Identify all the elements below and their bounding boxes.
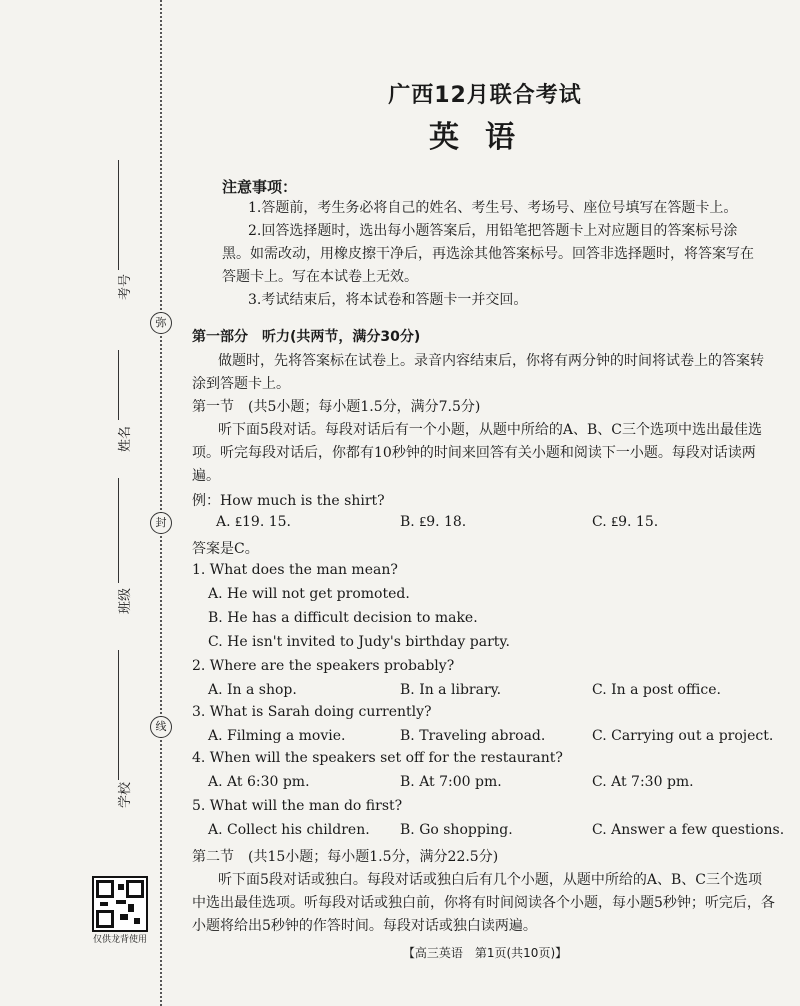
part1-heading: 第一部分 听力(共两节，满分30分) — [192, 329, 421, 345]
seal-mark-mi: 弥 — [150, 312, 172, 334]
example-question: 例：How much is the shirt? — [192, 493, 385, 509]
question-5-option: C. Answer a few questions. — [592, 822, 785, 838]
question-1-option: C. He isn't invited to Judy's birthday party. — [208, 634, 510, 650]
seal-mark-xian: 线 — [150, 716, 172, 738]
notice-line: 2.回答选择题时，选出每小题答案后，用铅笔把答题卡上对应题目的答案标号涂 — [248, 223, 738, 239]
question-3-option: C. Carrying out a project. — [592, 728, 774, 744]
question-1-option: A. He will not get promoted. — [208, 586, 410, 602]
section1-intro: 听下面5段对话。每段对话后有一个小题，从题中所给的A、B、C三个选项中选出最佳选 — [218, 422, 763, 438]
section2-intro: 中选出最佳选项。听每段对话或独白前，你将有时间阅读各个小题，每小题5秒钟；听完后，各 — [192, 895, 775, 911]
notice-line: 答题卡上。写在本试卷上无效。 — [222, 269, 418, 285]
qr-note: 仅供龙背使用 — [92, 935, 147, 945]
question-2-option: A. In a shop. — [208, 682, 297, 698]
question-2: 2. Where are the speakers probably? — [192, 658, 455, 674]
question-3-option: A. Filming a movie. — [208, 728, 346, 744]
question-1: 1. What does the man mean? — [192, 562, 398, 578]
question-3-option: B. Traveling abroad. — [400, 728, 546, 744]
section2-heading: 第二节 (共15小题；每小题1.5分，满分22.5分) — [192, 849, 499, 865]
notice-heading: 注意事项： — [222, 178, 298, 196]
page-footer: 【高三英语 第1页(共10页)】 — [402, 946, 568, 960]
seal-line — [160, 0, 162, 1006]
notice-line: 1.答题前，考生务必将自己的姓名、考生号、考场号、座位号填写在答题卡上。 — [248, 200, 738, 216]
question-4-option: B. At 7:00 pm. — [400, 774, 502, 790]
question-3: 3. What is Sarah doing currently? — [192, 704, 432, 720]
question-4-option: C. At 7:30 pm. — [592, 774, 694, 790]
example-option: C. ₤9. 15. — [592, 514, 659, 530]
section2-intro: 听下面5段对话或独白。每段对话或独白后有几个小题，从题中所给的A、B、C三个选项 — [218, 872, 763, 888]
question-5-option: A. Collect his children. — [208, 822, 370, 838]
section2-intro: 小题将给出5秒钟的作答时间。每段对话或独白读两遍。 — [192, 918, 537, 934]
subject-title: 英语 — [429, 120, 541, 155]
example-answer: 答案是C。 — [192, 541, 259, 557]
field-label-exam-number: 考号 — [118, 273, 133, 300]
notice-line: 黑。如需改动，用橡皮擦干净后，再选涂其他答案标号。回答非选择题时，将答案写在 — [222, 246, 754, 262]
exam-title: 广西12月联合考试 — [388, 83, 582, 108]
field-label-school: 学校 — [118, 781, 133, 808]
notice-line: 3.考试结束后，将本试卷和答题卡一并交回。 — [248, 292, 528, 308]
question-4-option: A. At 6:30 pm. — [208, 774, 310, 790]
part1-intro: 做题时，先将答案标在试卷上。录音内容结束后，你将有两分钟的时间将试卷上的答案转 — [218, 353, 764, 369]
question-2-option: B. In a library. — [400, 682, 502, 698]
field-label-name: 姓名 — [118, 425, 133, 452]
question-2-option: C. In a post office. — [592, 682, 721, 698]
qr-code — [92, 876, 148, 932]
field-label-class: 班级 — [118, 587, 133, 614]
question-5-option: B. Go shopping. — [400, 822, 513, 838]
seal-mark-feng: 封 — [150, 512, 172, 534]
question-4: 4. When will the speakers set off for the restaurant? — [192, 750, 563, 766]
section1-intro: 遍。 — [192, 468, 220, 484]
example-option: B. ₤9. 18. — [400, 514, 467, 530]
field-line-school[interactable] — [118, 650, 119, 780]
example-option: A. ₤19. 15. — [216, 514, 291, 530]
field-line-exam-number[interactable] — [118, 160, 119, 270]
question-5: 5. What will the man do first? — [192, 798, 403, 814]
part1-intro: 涂到答题卡上。 — [192, 376, 290, 392]
field-line-class[interactable] — [118, 478, 119, 583]
question-1-option: B. He has a difficult decision to make. — [208, 610, 478, 626]
field-line-name[interactable] — [118, 350, 119, 420]
section1-intro: 项。听完每段对话后，你都有10秒钟的时间来回答有关小题和阅读下一小题。每段对话读两 — [192, 445, 756, 461]
section1-heading: 第一节 (共5小题；每小题1.5分，满分7.5分) — [192, 399, 481, 415]
